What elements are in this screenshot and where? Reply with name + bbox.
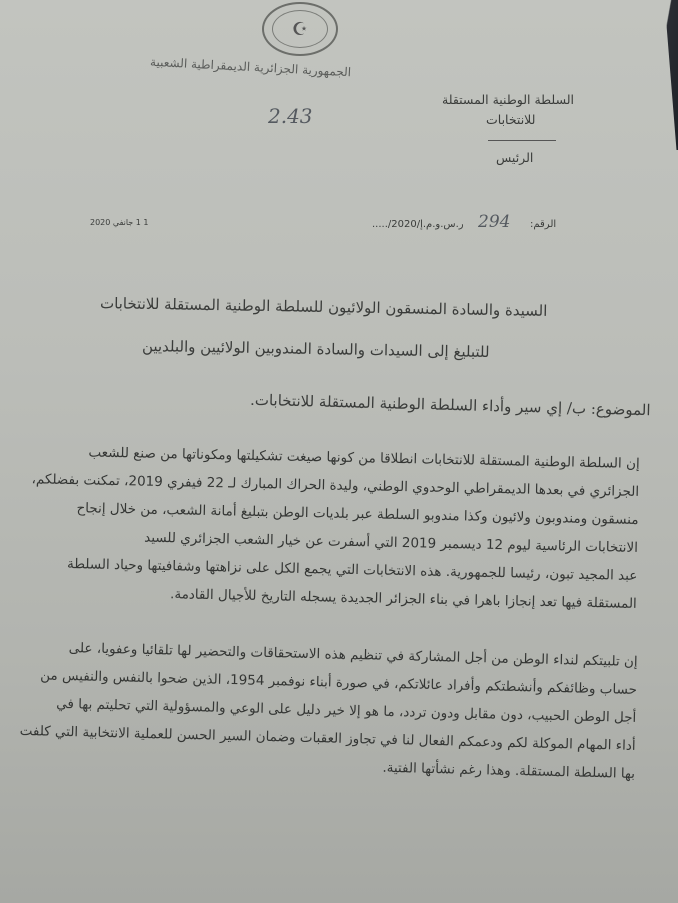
addressees-line1: السيدة والسادة المنسقون الولائيون للسلطة الوطنية المستقلة للانتخابات [99,294,548,320]
reference-label: الرقم: [530,219,557,230]
state-seal-icon [262,2,338,56]
authority-name-line1: السلطة الوطنية المستقلة [442,92,575,107]
subject-line [250,391,651,419]
crescent-star-icon: ☪ [272,10,328,48]
president-label: الرئيس [496,150,534,165]
paragraph-line: المستقلة فيها تعد إنجازا باهرا في بناء الجزائر الجديدة يسجله التاريخ للأجيال القادمة. [169,586,637,612]
paragraph-1 [27,437,640,618]
date-stamp: 1 1 جانفي 2020 [90,218,149,227]
handwritten-number: 2.43 [268,104,313,128]
reference-code: ...../ر.س.و.م.إ/2020 [372,219,464,230]
authority-name-line2: للانتخابات [486,112,536,127]
paragraph-line: أجل الوطن الحبيب، دون مقابل ودون تردد، ما هو إلا خير دليل على الوعي والمسؤولية التي تحليتم بها في [56,695,637,726]
paragraph-line: منسقون ومندوبون ولائيون وكذا مندوبو السلطة عبر بلديات الوطن بتبليغ أمانة الشعب، من خلال إنجاح [76,500,639,528]
paragraph-line: إن تلبيتكم لنداء الوطن من أجل المشاركة في تنظيم هذه الاستحقاقات والتحضير لها تلقائيا وعفويا، على [68,640,638,670]
paragraph-line: حساب وظائفكم وأنشطتكم وأفراد عائلاتكم، في صورة أبناء نوفمبر 1954، الذين ضحوا بالنفس والنفيس من [40,667,638,698]
paragraph-line: أداء المهام الموكلة لكم ودعمكم الفعال لنا في تجاوز العقبات وضمان السير الحسن للعملية الانتخابية التي كلفت [19,722,636,754]
paragraph-line: بها السلطة المستقلة. وهذا رغم نشأتها الفتية. [382,759,636,782]
reference-number: 294 [478,212,511,232]
subject-text: ب/ إي سير وأداء السلطة الوطنية المستقلة للانتخابات. [249,390,587,418]
paragraph-line: إن السلطة الوطنية المستقلة للانتخابات انطلاقا من كونها صيغت تشكيلتها ومكوناتها من صنع للشعب [88,444,640,472]
republic-title: الجمهورية الجزائرية الديمقراطية الشعبية [149,54,352,80]
paragraph-line: الانتخابات الرئاسية ليوم 12 ديسمبر 2019 التي أسفرت عن خيار الشعب الجزائري للسيد [144,529,639,556]
header-divider [488,140,556,141]
subject-label: الموضوع: [590,399,651,420]
paragraph-line: الجزائري في بعدها الديمقراطي الوحدوي الوطني، وليدة الحراك المبارك لـ 22 فيفري 2019، تمكنت بفضلكم، [31,471,640,500]
background-edge [648,0,678,150]
paragraph-line: عبد المجيد تبون، رئيسا للجمهورية. هذه الانتخابات التي يجمع الكل على نزاهتها وشفافيتها وحياد السلطة [66,556,638,584]
paragraph-2 [19,633,638,788]
addressees-line2: للتبليغ إلى السيدات والسادة المندوبين الولائيين والبلديين [141,336,490,362]
